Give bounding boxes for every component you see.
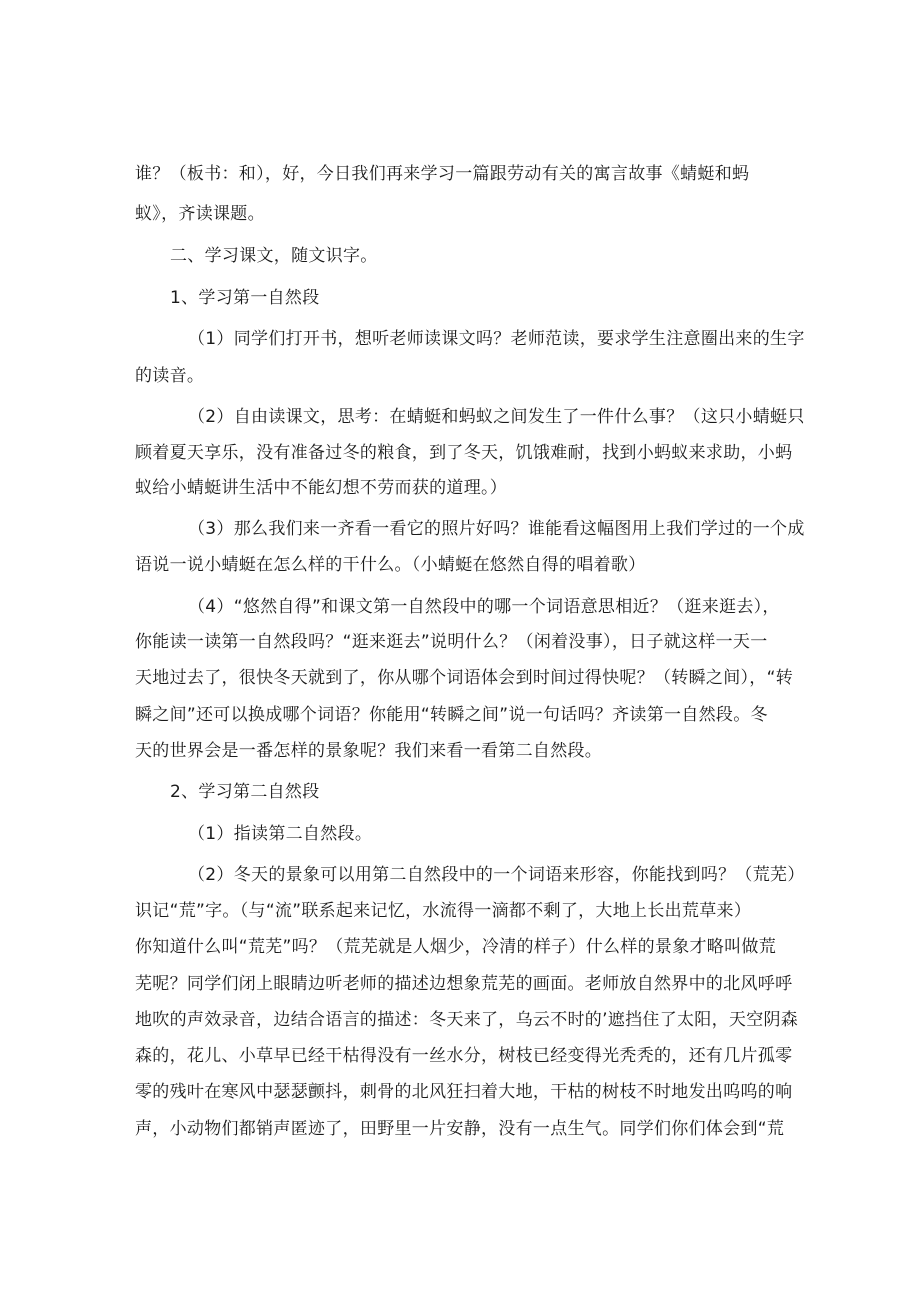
text-line: 声，小动物们都销声匿迹了，田野里一片安静，没有一点生气。同学们你们体会到“荒 <box>135 1119 785 1139</box>
text-line: 天地过去了，很快冬天就到了，你从哪个词语体会到时间过得快呢？（转瞬之间），“转 <box>135 668 794 688</box>
text-line: 蚁给小蜻蜓讲生活中不能幻想不劳而获的道理。） <box>135 478 508 498</box>
text-line: （1）指读第二自然段。 <box>188 824 373 844</box>
section-heading: 二、学习课文，随文识字。 <box>170 246 378 266</box>
text-line: 森的，花儿、小草早已经干枯得没有一丝水分，树枝已经变得光秃秃的，还有几片孤零 <box>135 1046 793 1066</box>
text-line: 的读音。 <box>135 366 205 386</box>
text-line: （2）冬天的景象可以用第二自然段中的一个词语来形容，你能找到吗？（荒芜） <box>188 865 805 885</box>
text-line: （3）那么我们来一齐看一看它的照片好吗？谁能看这幅图用上我们学过的一个成 <box>188 519 805 539</box>
text-line: 地吹的声效录音，边结合语言的描述：冬天来了，乌云不时的’遮挡住了太阳，天空阴森 <box>135 1010 799 1030</box>
text-line: 你能读一读第一自然段吗？“逛来逛去”说明什么？（闲着没事），日子就这样一天一 <box>135 632 768 652</box>
text-line: （1）同学们打开书，想听老师读课文吗？老师范读，要求学生注意圈出来的生字 <box>188 329 805 349</box>
text-line: 谁？（板书：和），好，今日我们再来学习一篇跟劳动有关的寓言故事《蜻蜓和蚂 <box>135 164 750 184</box>
text-line: 零的残叶在寒风中瑟瑟颤抖，刺骨的北风狂扫着大地，干枯的树枝不时地发出呜呜的响 <box>135 1082 793 1102</box>
text-line: （4）“悠然自得”和课文第一自然段中的哪一个词语意思相近？（逛来逛去）， <box>188 597 780 617</box>
text-line: 顾着夏天享乐，没有准备过冬的粮食，到了冬天，饥饿难耐，找到小蚂蚁来求助，小蚂 <box>135 443 793 463</box>
text-line: 天的世界会是一番怎样的景象呢？我们来看一看第二自然段。 <box>135 741 603 761</box>
text-line: 语说一说小蜻蜓在怎么样的干什么。（小蜻蜓在悠然自得的唱着歌） <box>135 555 646 575</box>
subsection-heading: 2、学习第二自然段 <box>170 782 320 802</box>
text-line: 芜呢？同学们闭上眼睛边听老师的描述边想象荒芜的画面。老师放自然界中的北风呼呼 <box>135 974 793 994</box>
text-line: 瞬之间”还可以换成哪个词语？你能用“转瞬之间”说一句话吗？齐读第一自然段。冬 <box>135 705 768 725</box>
text-line: 你知道什么叫“荒芜”吗？（荒芜就是人烟少，冷清的样子）什么样的景象才略叫做荒 <box>135 937 777 957</box>
text-line: 蚁》，齐读课题。 <box>135 204 265 224</box>
text-line: （2）自由读课文，思考：在蜻蜓和蚂蚁之间发生了一件什么事？（这只小蜻蜓只 <box>188 407 805 427</box>
subsection-heading: 1、学习第一自然段 <box>170 288 320 308</box>
text-line: 识记“荒”字。（与“流”联系起来记忆，水流得一滴都不剩了，大地上长出荒草来） <box>135 901 752 921</box>
